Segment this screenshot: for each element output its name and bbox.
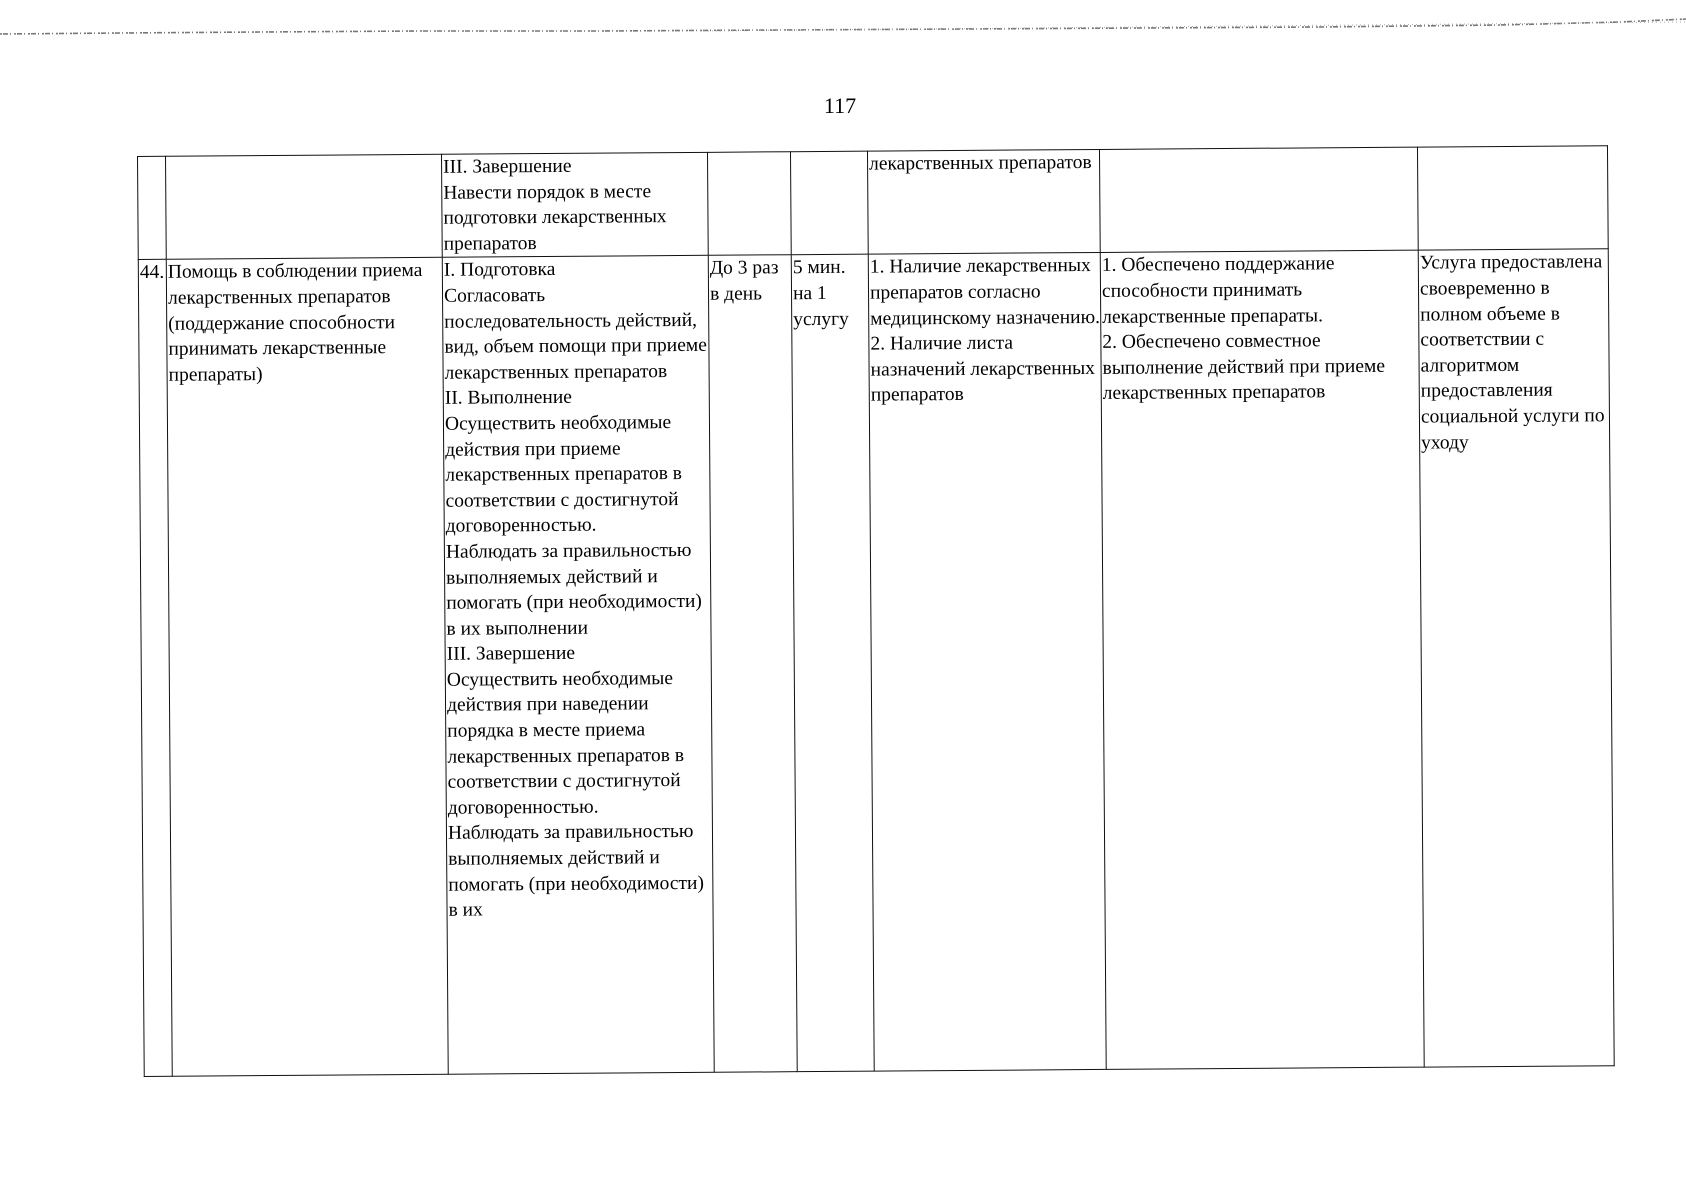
cell-duration	[790, 151, 868, 255]
table-row-44	[138, 249, 1614, 1077]
cell-duration: 5 мин. на 1 услугу	[791, 255, 874, 1073]
cell-number: 44.	[138, 260, 172, 1077]
cell-result	[1099, 147, 1418, 253]
cell-number	[138, 156, 167, 260]
cell-result: 1. Обеспечено поддержание способности принимать лекарственные препараты. 2. Обеспечено совместное выполнение действий при приеме лекарственных препаратов	[1100, 250, 1424, 1069]
cell-conditions: 1. Наличие лекарственных препаратов согласно медицинскому назначению. 2. Наличие листа назначений лекарственных препаратов	[868, 253, 1106, 1072]
services-table	[137, 145, 1615, 1077]
cell-frequency	[707, 152, 791, 256]
cell-conditions: лекарственных препаратов	[867, 149, 1100, 254]
page-number: 117	[823, 93, 857, 118]
cell-quality: Услуга предоставлена своевременно в полном объеме в соответствии с алгоритмом предоставления социальной услуги по уходу	[1418, 249, 1614, 1067]
cell-actions: III. Завершение Навести порядок в месте подготовки лекарственных препаратов	[441, 152, 708, 257]
scan-top-edge	[0, 14, 1686, 36]
cell-service-name: Помощь в соблюдении приема лекарственных препаратов (поддержание способности принимать лекарственные препараты)	[166, 258, 448, 1077]
cell-service-name	[166, 154, 443, 259]
cell-quality	[1417, 146, 1608, 251]
cell-actions: I. Подготовка Согласовать последовательность действий, вид, объем помощи при приеме лекарственных препаратов II. Выполнение Осуществить необходимые действия при приеме лекарственных препаратов в соответствии с достигнутой договоренностью. Наблюдать за правильностью выполняемых действий и помогать (при необходимости) в их выполнении III. Завершение Осуществить необходимые действия при наведении порядка в месте приема лекарственных препаратов в соответствии с достигнутой договоренностью. Наблюдать за правильностью выполняемых действий и помогать (при необходимости) в их	[442, 256, 714, 1075]
cell-frequency: До 3 раз в день	[708, 255, 797, 1073]
services-table-sheet	[137, 145, 1614, 1086]
table-row-continued	[138, 146, 1609, 260]
